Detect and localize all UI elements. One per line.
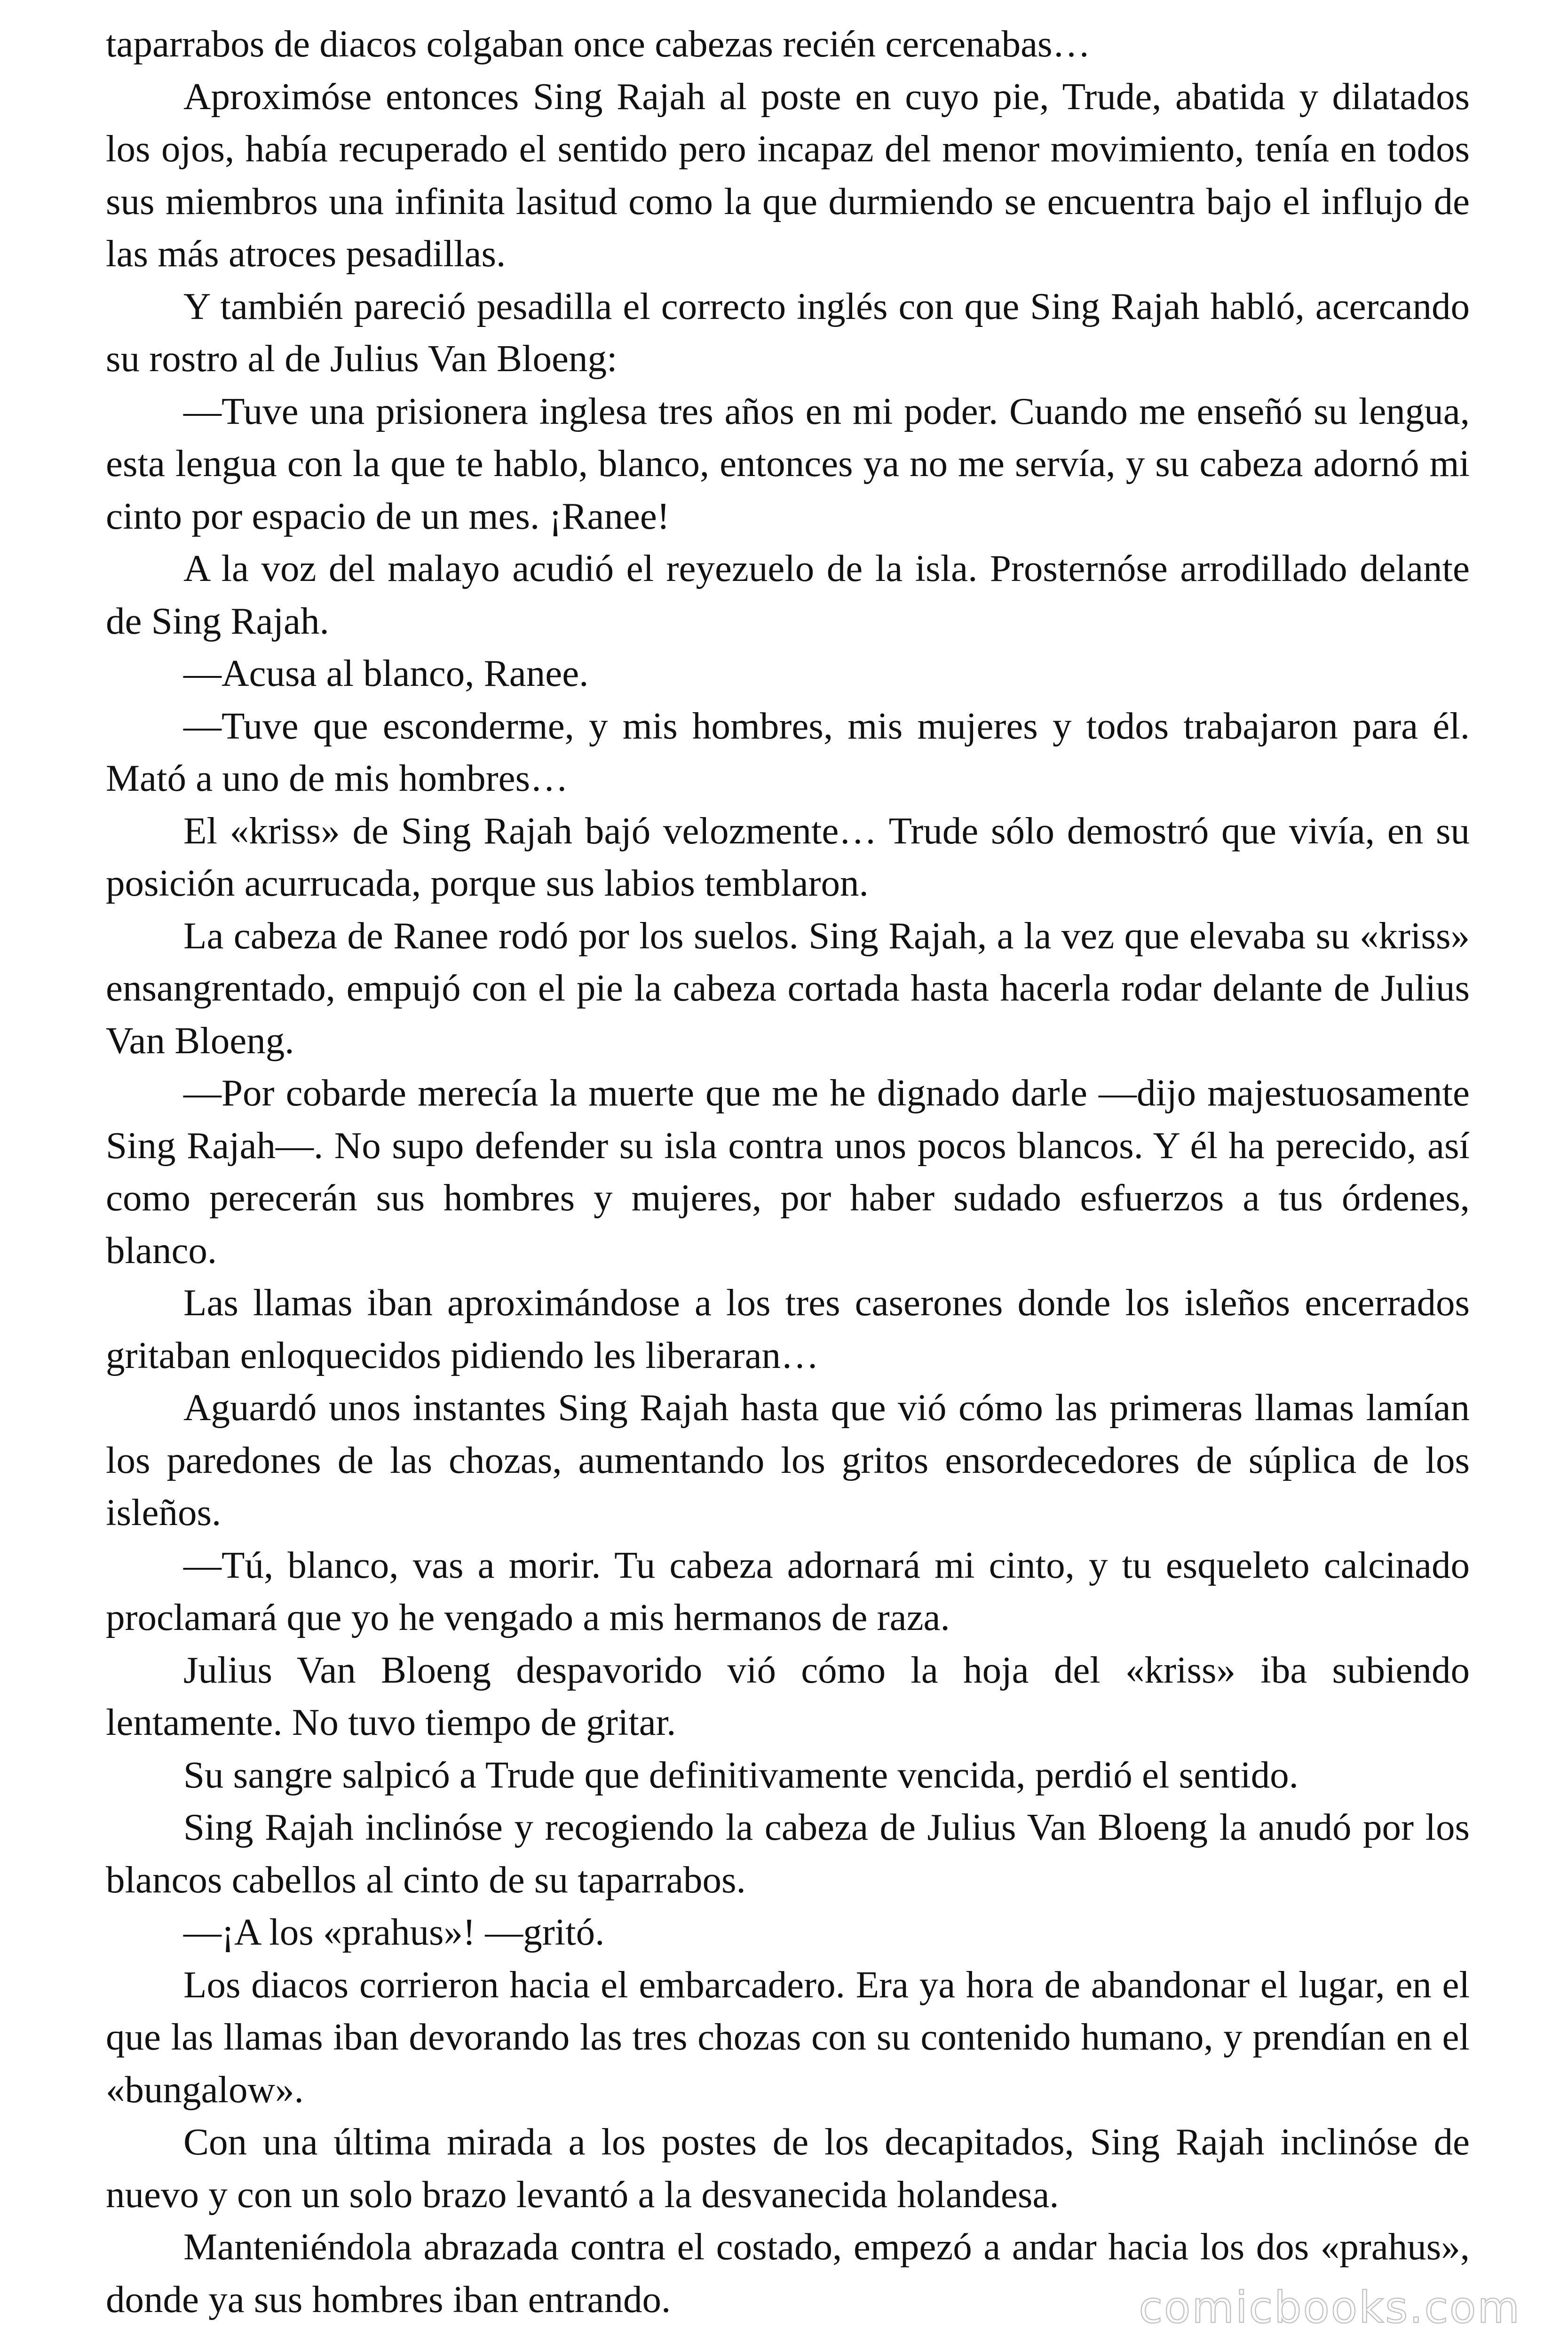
body-text: [106, 18, 1470, 2326]
paragraph: Su sangre salpicó a Trude que definitivamente vencida, perdió el sentido.: [183, 1753, 1299, 1796]
paragraph: Los diacos corrieron hacia el embarcadero. Era ya hora de abandonar el lugar, en el que las llamas iban devorando las tres chozas con su contenido humano, y prendían en el «bungalow».: [106, 1963, 1470, 2111]
paragraph: Aproximóse entonces Sing Rajah al poste en cuyo pie, Trude, abatida y dilatados los ojos, había recuperado el sentido pero incapaz del menor movimiento, tenía en todos sus miembros una infinita lasitud como la que durmiendo se encuentra bajo el influjo de las más atroces pesadillas.: [106, 75, 1470, 275]
paragraph: El «kriss» de Sing Rajah bajó velozmente… Trude sólo demostró que vivía, en su posición acurrucada, porque sus labios temblaron.: [106, 809, 1470, 904]
paragraph: —Acusa al blanco, Ranee.: [183, 652, 589, 694]
paragraph: Sing Rajah inclinóse y recogiendo la cabeza de Julius Van Bloeng la anudó por los blancos cabellos al cinto de su taparrabos.: [106, 1806, 1470, 1901]
paragraph: Las llamas iban aproximándose a los tres caserones donde los isleños encerrados gritaban enloquecidos pidiendo les liberaran…: [106, 1281, 1470, 1376]
watermark: comicbooks.com: [1139, 2282, 1521, 2333]
paragraph: Y también pareció pesadilla el correcto inglés con que Sing Rajah habló, acercando su rostro al de Julius Van Bloeng:: [106, 285, 1470, 380]
paragraph: —Tú, blanco, vas a morir. Tu cabeza adornará mi cinto, y tu esqueleto calcinado proclamará que yo he vengado a mis hermanos de raza.: [106, 1543, 1470, 1638]
paragraph: —Tuve que esconderme, y mis hombres, mis mujeres y todos trabajaron para él. Mató a uno de mis hombres…: [106, 704, 1470, 799]
paragraph-continued: taparrabos de diacos colgaban once cabezas recién cercenabas…: [106, 23, 1091, 65]
paragraph: —¡A los «prahus»! —gritó.: [183, 1911, 605, 1953]
paragraph: —Tuve una prisionera inglesa tres años en mi poder. Cuando me enseñó su lengua, esta lengua con la que te hablo, blanco, entonces ya no me servía, y su cabeza adornó mi cinto por espacio de un mes. ¡Ranee!: [106, 389, 1470, 537]
paragraph: A la voz del malayo acudió el reyezuelo de la isla. Prosternóse arrodillado delante de Sing Rajah.: [106, 547, 1470, 642]
paragraph: —Por cobarde merecía la muerte que me he dignado darle —dijo majestuosamente Sing Rajah—. No supo defender su isla contra unos pocos blancos. Y él ha perecido, así como perecerán sus hombres y mujeres, por haber sudado esfuerzos a tus órdenes, blanco.: [106, 1072, 1470, 1271]
paragraph: Julius Van Bloeng despavorido vió cómo la hoja del «kriss» iba subiendo lentamente. No tuvo tiempo de gritar.: [106, 1648, 1470, 1743]
paragraph: Manteniéndola abrazada contra el costado, empezó a andar hacia los dos «prahus», donde ya sus hombres iban entrando.: [106, 2225, 1470, 2320]
paragraph: Aguardó unos instantes Sing Rajah hasta que vió cómo las primeras llamas lamían los paredones de las chozas, aumentando los gritos ensordecedores de súplica de los isleños.: [106, 1386, 1470, 1534]
paragraph: Con una última mirada a los postes de los decapitados, Sing Rajah inclinóse de nuevo y con un solo brazo levantó a la desvanecida holandesa.: [106, 2121, 1470, 2216]
paragraph: La cabeza de Ranee rodó por los suelos. Sing Rajah, a la vez que elevaba su «kriss» ensangrentado, empujó con el pie la cabeza cortada hasta hacerla rodar delante de Julius Van Bloeng.: [106, 914, 1470, 1062]
